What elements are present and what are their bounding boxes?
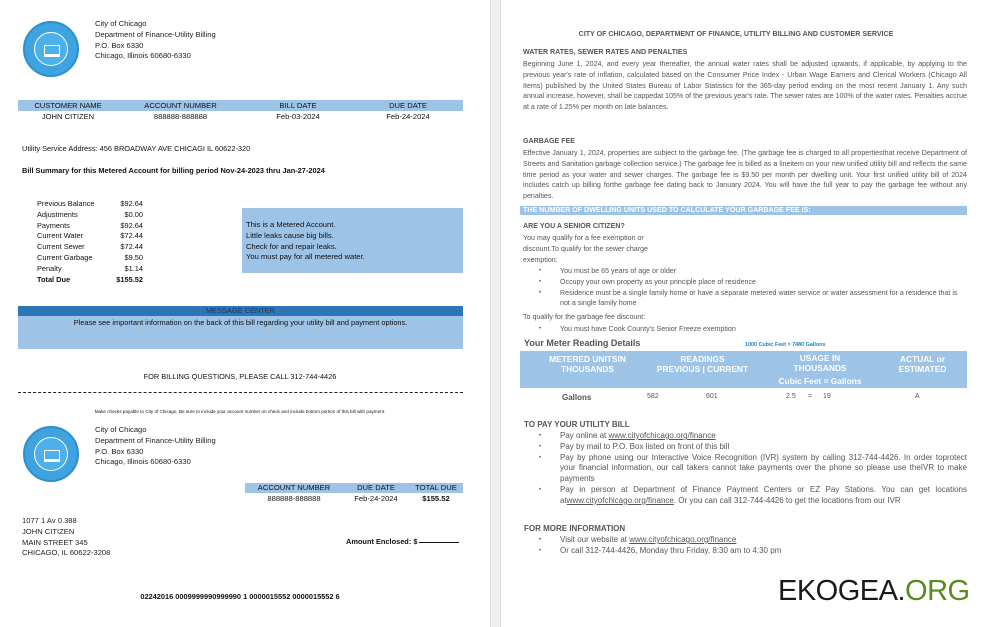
meter-type: A	[915, 393, 920, 400]
summary-label: Penalty	[37, 263, 62, 273]
senior-bullets	[523, 266, 967, 309]
water-heading: WATER RATES, SEWER RATES AND PENALTIES	[523, 48, 688, 56]
senior-intro-line: discount.To qualify for the sewer charge	[523, 244, 648, 253]
garbage-discount-intro: To qualify for the garbage fee discount:	[523, 313, 646, 321]
sender-dept: Department of Finance-Utility Billing	[95, 29, 216, 39]
sender-city: Chicago, Illinois 60680-6330	[95, 51, 191, 61]
meter-table-row	[520, 393, 967, 405]
bullet-text: Pay online at	[560, 431, 609, 440]
list-item: • You must be 65 years of age or older	[523, 266, 967, 277]
list-item	[523, 442, 967, 453]
sender-name: City of Chicago	[95, 425, 147, 434]
notice-line: Check for and repair leaks.	[246, 241, 337, 251]
summary-label: Current Water	[37, 231, 84, 241]
summary-value: $92.64	[120, 199, 143, 208]
meter-table-header	[520, 351, 967, 388]
summary-value: $0.00	[124, 209, 143, 219]
header-due-date: DUE DATE	[357, 483, 395, 492]
finance-link[interactable]: www.cityofchicago.org/finance	[608, 431, 716, 440]
bill-front-page	[0, 0, 490, 627]
header-actual	[880, 354, 965, 374]
service-address: Utility Service Address: 456 BROADWAY AVE CHICAGI IL 60622-320	[22, 144, 251, 153]
header-bill-date: BILL DATE	[279, 101, 317, 110]
sender-city: Chicago, Illinois 60680-6330	[95, 457, 191, 467]
summary-row	[37, 199, 143, 210]
notice-line: You must pay for all metered water.	[246, 252, 365, 262]
senior-intro-line: You may qualify for a fee exemption or	[523, 234, 644, 242]
info-bullets	[523, 535, 967, 557]
bullet-text: Visit our website at	[560, 535, 630, 544]
summary-label: Adjustments	[37, 209, 78, 219]
sender-dept: Department of Finance-Utility Billing	[95, 435, 216, 445]
bill-summary-list	[37, 199, 143, 285]
metered-notice-box	[242, 208, 463, 273]
header-line: METERED UNITSIN	[549, 354, 626, 364]
water-text: Beginning June 1, 2024, and every year thereafter, the annual water rates shall be adjusted upwards, if applicable, by applying to the previous year's rate of inflation, calculated based on the Consumer Price Index - Urban Wage Earners and Clerical Workers (Chicago All Items) published by the United States Bureau of Labor Statistics for the 365-day period ending on the most recent January 1. Any such annual increase, however, shall be cappedat 105% of the previous year's rate. The sewer rates are 100% of the water rates. Penalties accrue at a rate of 1.25% per month on late balances.	[523, 60, 967, 112]
mail-line: 1077 1 Av 0.388	[22, 516, 77, 525]
list-item: • Occupy your own property as your principle place of residence	[523, 277, 967, 288]
header-line: PREVIOUS | CURRENT	[656, 364, 749, 374]
mailing-address	[22, 516, 110, 559]
bullet-text: Pay in person at Department of Finance Payment Centers or EZ Pay Stations. You can get locations at	[560, 484, 967, 505]
summary-value: $72.44	[120, 242, 143, 252]
sender-box: P.O. Box 6330	[95, 446, 144, 456]
meter-unit: Gallons	[562, 393, 592, 402]
header-line: THOUSANDS	[560, 364, 615, 374]
senior-heading: ARE YOU A SENIOR CITIZEN?	[523, 222, 625, 230]
sender-name: City of Chicago	[95, 19, 147, 28]
list-item	[523, 546, 967, 557]
bullet-text: Pay by mail to P.O. Box listed on front of this bill	[560, 441, 730, 451]
summary-row	[37, 231, 143, 242]
bullet-text: . Or you can call 312-744-4426 to get the locations from our IVR	[673, 495, 901, 505]
account-table-header	[18, 100, 463, 111]
summary-label: Payments	[37, 220, 70, 230]
summary-label: Current Garbage	[37, 252, 93, 262]
mail-line: JOHN CITIZEN	[22, 526, 75, 536]
finance-link[interactable]: www.cityofchicago.org/finance	[629, 535, 737, 544]
watermark-part1: EKOGEA.	[778, 575, 906, 607]
bullet-text: Or call 312-744-4426, Monday thru Friday, 8:30 am to 4:30 pm	[560, 545, 782, 555]
header-account-number: ACCOUNT NUMBER	[144, 101, 217, 110]
garbage-heading: GARBAGE FEE	[523, 137, 576, 145]
sender-box: P.O. Box 6330	[95, 40, 144, 50]
garbage-text: Effective January 1, 2024, properties are subject to the garbage fee. (The garbage fee is charged to all propertiesthat receive Department of Streets and Sanitation garbage collection service.) The garbage fee is billed as a lineitem on your new unified utility bill and reflects the same time period as your water and sewer charges. The garbage fee is $9.50 per month per dwelling unit. Your first unified utility bill of 2024 includes catch up billing forthe garbage fee dating back to January 2024. You will have the full year to pay the garbage fee without any penalties.	[523, 149, 967, 201]
pay-heading: TO PAY YOUR UTILITY BILL	[524, 420, 630, 429]
pay-bullets	[523, 431, 967, 507]
due-date: Feb-24-2024	[354, 494, 398, 503]
header-account-number: ACCOUNT NUMBER	[257, 483, 331, 492]
summary-row	[37, 242, 143, 253]
total-due: $155.52	[422, 494, 450, 503]
sender-address	[95, 19, 216, 62]
header-line: THOUSANDS	[793, 363, 847, 373]
meter-eq: =	[808, 393, 813, 400]
notice-line: Little leaks cause big bills.	[246, 230, 334, 240]
page-separator	[490, 0, 501, 627]
notice-line: This is a Metered Account.	[246, 220, 336, 229]
account-number: 888888-888888	[153, 112, 208, 121]
list-item	[523, 485, 967, 507]
stub-table-header	[245, 483, 463, 493]
customer-name: JOHN CITIZEN	[41, 112, 95, 121]
header-line: ESTIMATED	[898, 364, 947, 374]
meter-current: 601	[706, 393, 718, 400]
summary-row	[37, 275, 143, 286]
amount-enclosed-line[interactable]	[419, 542, 459, 543]
header-usage	[740, 353, 900, 386]
city-seal-logo	[23, 21, 79, 77]
summary-value: $155.52	[116, 274, 143, 284]
mail-line: CHICAGO, IL 60622-3208	[22, 548, 111, 558]
mail-line: MAIN STREET 345	[22, 537, 88, 547]
summary-row	[37, 264, 143, 275]
account-number: 888888-888888	[267, 494, 321, 503]
summary-value: $9.50	[124, 252, 143, 262]
summary-label: Current Sewer	[37, 242, 85, 252]
due-date: Feb-24-2024	[386, 112, 430, 121]
senior-intro-line: exemption:	[523, 255, 558, 264]
summary-value: $92.64	[120, 220, 143, 230]
header-line: USAGE IN	[799, 353, 841, 363]
list-item: • Residence must be a single family home or have a separate metered water service or water assessment for a residence that is not a single family home	[523, 288, 967, 310]
scanline: 02242016 0009999990999990 1 0000015552 0000015552 6	[140, 592, 340, 601]
garbage-discount-bullets	[523, 324, 967, 335]
meter-cubic-feet: 2.5	[786, 393, 796, 400]
header-due-date: DUE DATE	[389, 101, 427, 110]
sender-address-stub	[95, 425, 216, 468]
bill-date: Feb-03-2024	[276, 112, 320, 121]
meter-heading: Your Meter Reading Details	[524, 338, 641, 348]
bill-summary-title: Bill Summary for this Metered Account for billing period Nov-24-2023 thru Jan-27-2024	[22, 166, 325, 175]
summary-row	[37, 221, 143, 232]
summary-label: Previous Balance	[37, 199, 95, 208]
list-item	[523, 535, 967, 546]
header-line: ACTUAL or	[900, 354, 945, 364]
summary-value: $72.44	[120, 231, 143, 241]
header-usage-sub: Cubic Feet = Gallons	[778, 376, 862, 386]
summary-row	[37, 210, 143, 221]
tear-line	[18, 392, 463, 393]
account-table-values	[18, 112, 463, 122]
bullet-text: Pay by phone using our Interactive Voice Recognition (IVR) system by calling 312-744-4426. In order toprotect your financial information, our call takers cannot take payments over the phone so please use theIVR to make payments	[560, 452, 967, 484]
header-line: READINGS	[680, 354, 725, 364]
checks-note: Make checks payable to City of Chicago, Be sure to include your account number on check and include bottom portion of this bill with payment.	[94, 409, 386, 414]
list-item	[523, 431, 967, 442]
summary-value: $1.14	[124, 263, 143, 273]
watermark	[778, 574, 970, 608]
message-center-text: Please see important information on the back of this bill regarding your utility bill and payment options.	[18, 316, 463, 349]
city-seal-logo	[23, 426, 79, 482]
back-title: CITY OF CHICAGO, DEPARTMENT OF FINANCE, UTILITY BILLING AND CUSTOMER SERVICE	[578, 30, 894, 38]
senior-intro	[523, 233, 648, 265]
meter-gallons: 19	[823, 393, 831, 400]
message-center-title: MESSAGE CENTER	[18, 306, 463, 316]
info-heading: FOR MORE INFORMATION	[524, 524, 626, 533]
billing-questions: FOR BILLING QUESTIONS, PLEASE CALL 312-744-4426	[143, 372, 337, 381]
dwelling-units-bar: THE NUMBER OF DWELLING UNITS USED TO CALCULATE YOUR GARBAGE FEE IS:	[520, 206, 967, 215]
watermark-part2: ORG	[905, 575, 970, 607]
finance-link[interactable]: www.cityofchicago.org/finance	[566, 495, 674, 505]
list-item: • You must have Cook County's Senior Freeze exemption	[523, 324, 967, 335]
header-customer-name: CUSTOMER NAME	[34, 101, 102, 110]
header-total-due: TOTAL DUE	[415, 483, 457, 492]
summary-label: Total Due	[37, 274, 71, 284]
amount-enclosed-label: Amount Enclosed: $	[346, 537, 418, 546]
stub-table-values	[245, 494, 463, 504]
meter-previous: 582	[647, 393, 659, 400]
summary-row	[37, 253, 143, 264]
meter-note: 1000 Cubic Feet = 7480 Gallons	[745, 342, 826, 348]
list-item	[523, 453, 967, 485]
